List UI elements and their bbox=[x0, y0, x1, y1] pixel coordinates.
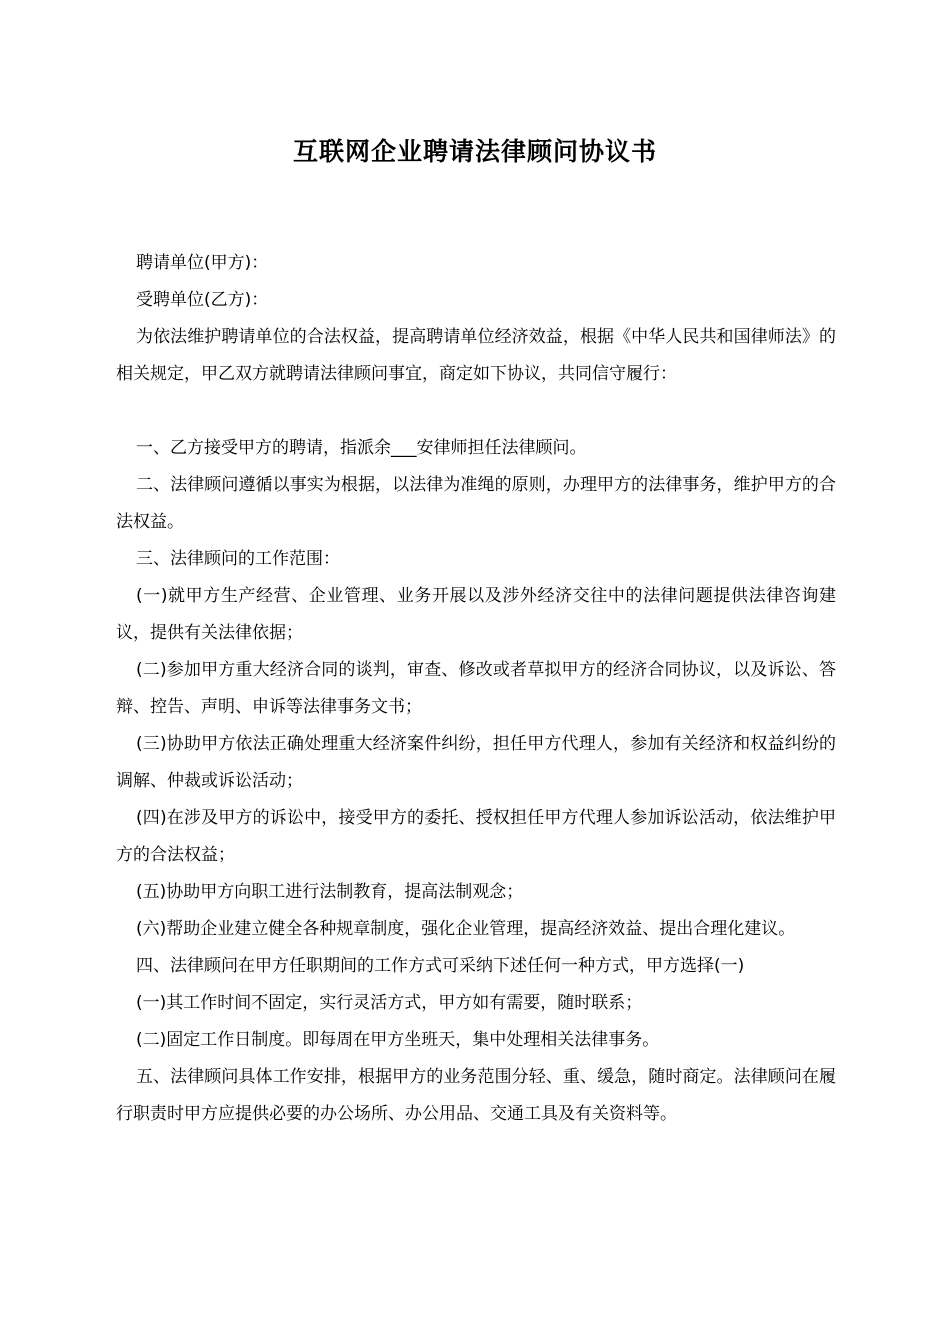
party-b-line: 受聘单位(乙方)： bbox=[136, 290, 269, 310]
party-a-line: 聘请单位(甲方)： bbox=[136, 253, 269, 273]
clause-3-item-2: (二)参加甲方重大经济合同的谈判，审查、修改或者草拟甲方的经济合同协议，以及诉讼、答辩、控告、声明、申诉等法律事务文书； bbox=[116, 660, 836, 717]
clause-4: 四、法律顾问在甲方任职期间的工作方式可采纳下述任何一种方式，甲方选择(一) bbox=[136, 956, 745, 976]
clause-3-item-6: (六)帮助企业建立健全各种规章制度，强化企业管理，提高经济效益、提出合理化建议。 bbox=[136, 919, 796, 939]
document-title: 互联网企业聘请法律顾问协议书 bbox=[292, 137, 657, 166]
clause-4-item-1: (一)其工作时间不固定，实行灵活方式，甲方如有需要，随时联系； bbox=[136, 993, 643, 1013]
clause-4-item-2: (二)固定工作日制度。即每周在甲方坐班天，集中处理相关法律事务。 bbox=[136, 1030, 660, 1050]
clause-1: 一、乙方接受甲方的聘请，指派余___安律师担任法律顾问。 bbox=[136, 438, 587, 458]
clause-3-item-3: (三)协助甲方依法正确处理重大经济案件纠纷，担任甲方代理人，参加有关经济和权益纠纷的调解、仲裁或诉讼活动； bbox=[116, 734, 836, 791]
clause-3: 三、法律顾问的工作范围： bbox=[136, 549, 340, 569]
document-body bbox=[116, 245, 836, 1133]
intro-paragraph: 为依法维护聘请单位的合法权益，提高聘请单位经济效益，根据《中华人民共和国律师法》的相关规定，甲乙双方就聘请法律顾问事宜，商定如下协议，共同信守履行： bbox=[116, 327, 836, 384]
clause-5: 五、法律顾问具体工作安排，根据甲方的业务范围分轻、重、缓急，随时商定。法律顾问在履行职责时甲方应提供必要的办公场所、办公用品、交通工具及有关资料等。 bbox=[116, 1067, 836, 1124]
clause-3-item-4: (四)在涉及甲方的诉讼中，接受甲方的委托、授权担任甲方代理人参加诉讼活动，依法维护甲方的合法权益； bbox=[116, 808, 836, 865]
clause-3-item-5: (五)协助甲方向职工进行法制教育，提高法制观念； bbox=[136, 882, 524, 902]
clause-2: 二、法律顾问遵循以事实为根据，以法律为准绳的原则，办理甲方的法律事务，维护甲方的合法权益。 bbox=[116, 475, 836, 532]
clause-3-item-1: (一)就甲方生产经营、企业管理、业务开展以及涉外经济交往中的法律问题提供法律咨询建议，提供有关法律依据； bbox=[116, 586, 836, 643]
paragraph-gap bbox=[116, 393, 836, 430]
